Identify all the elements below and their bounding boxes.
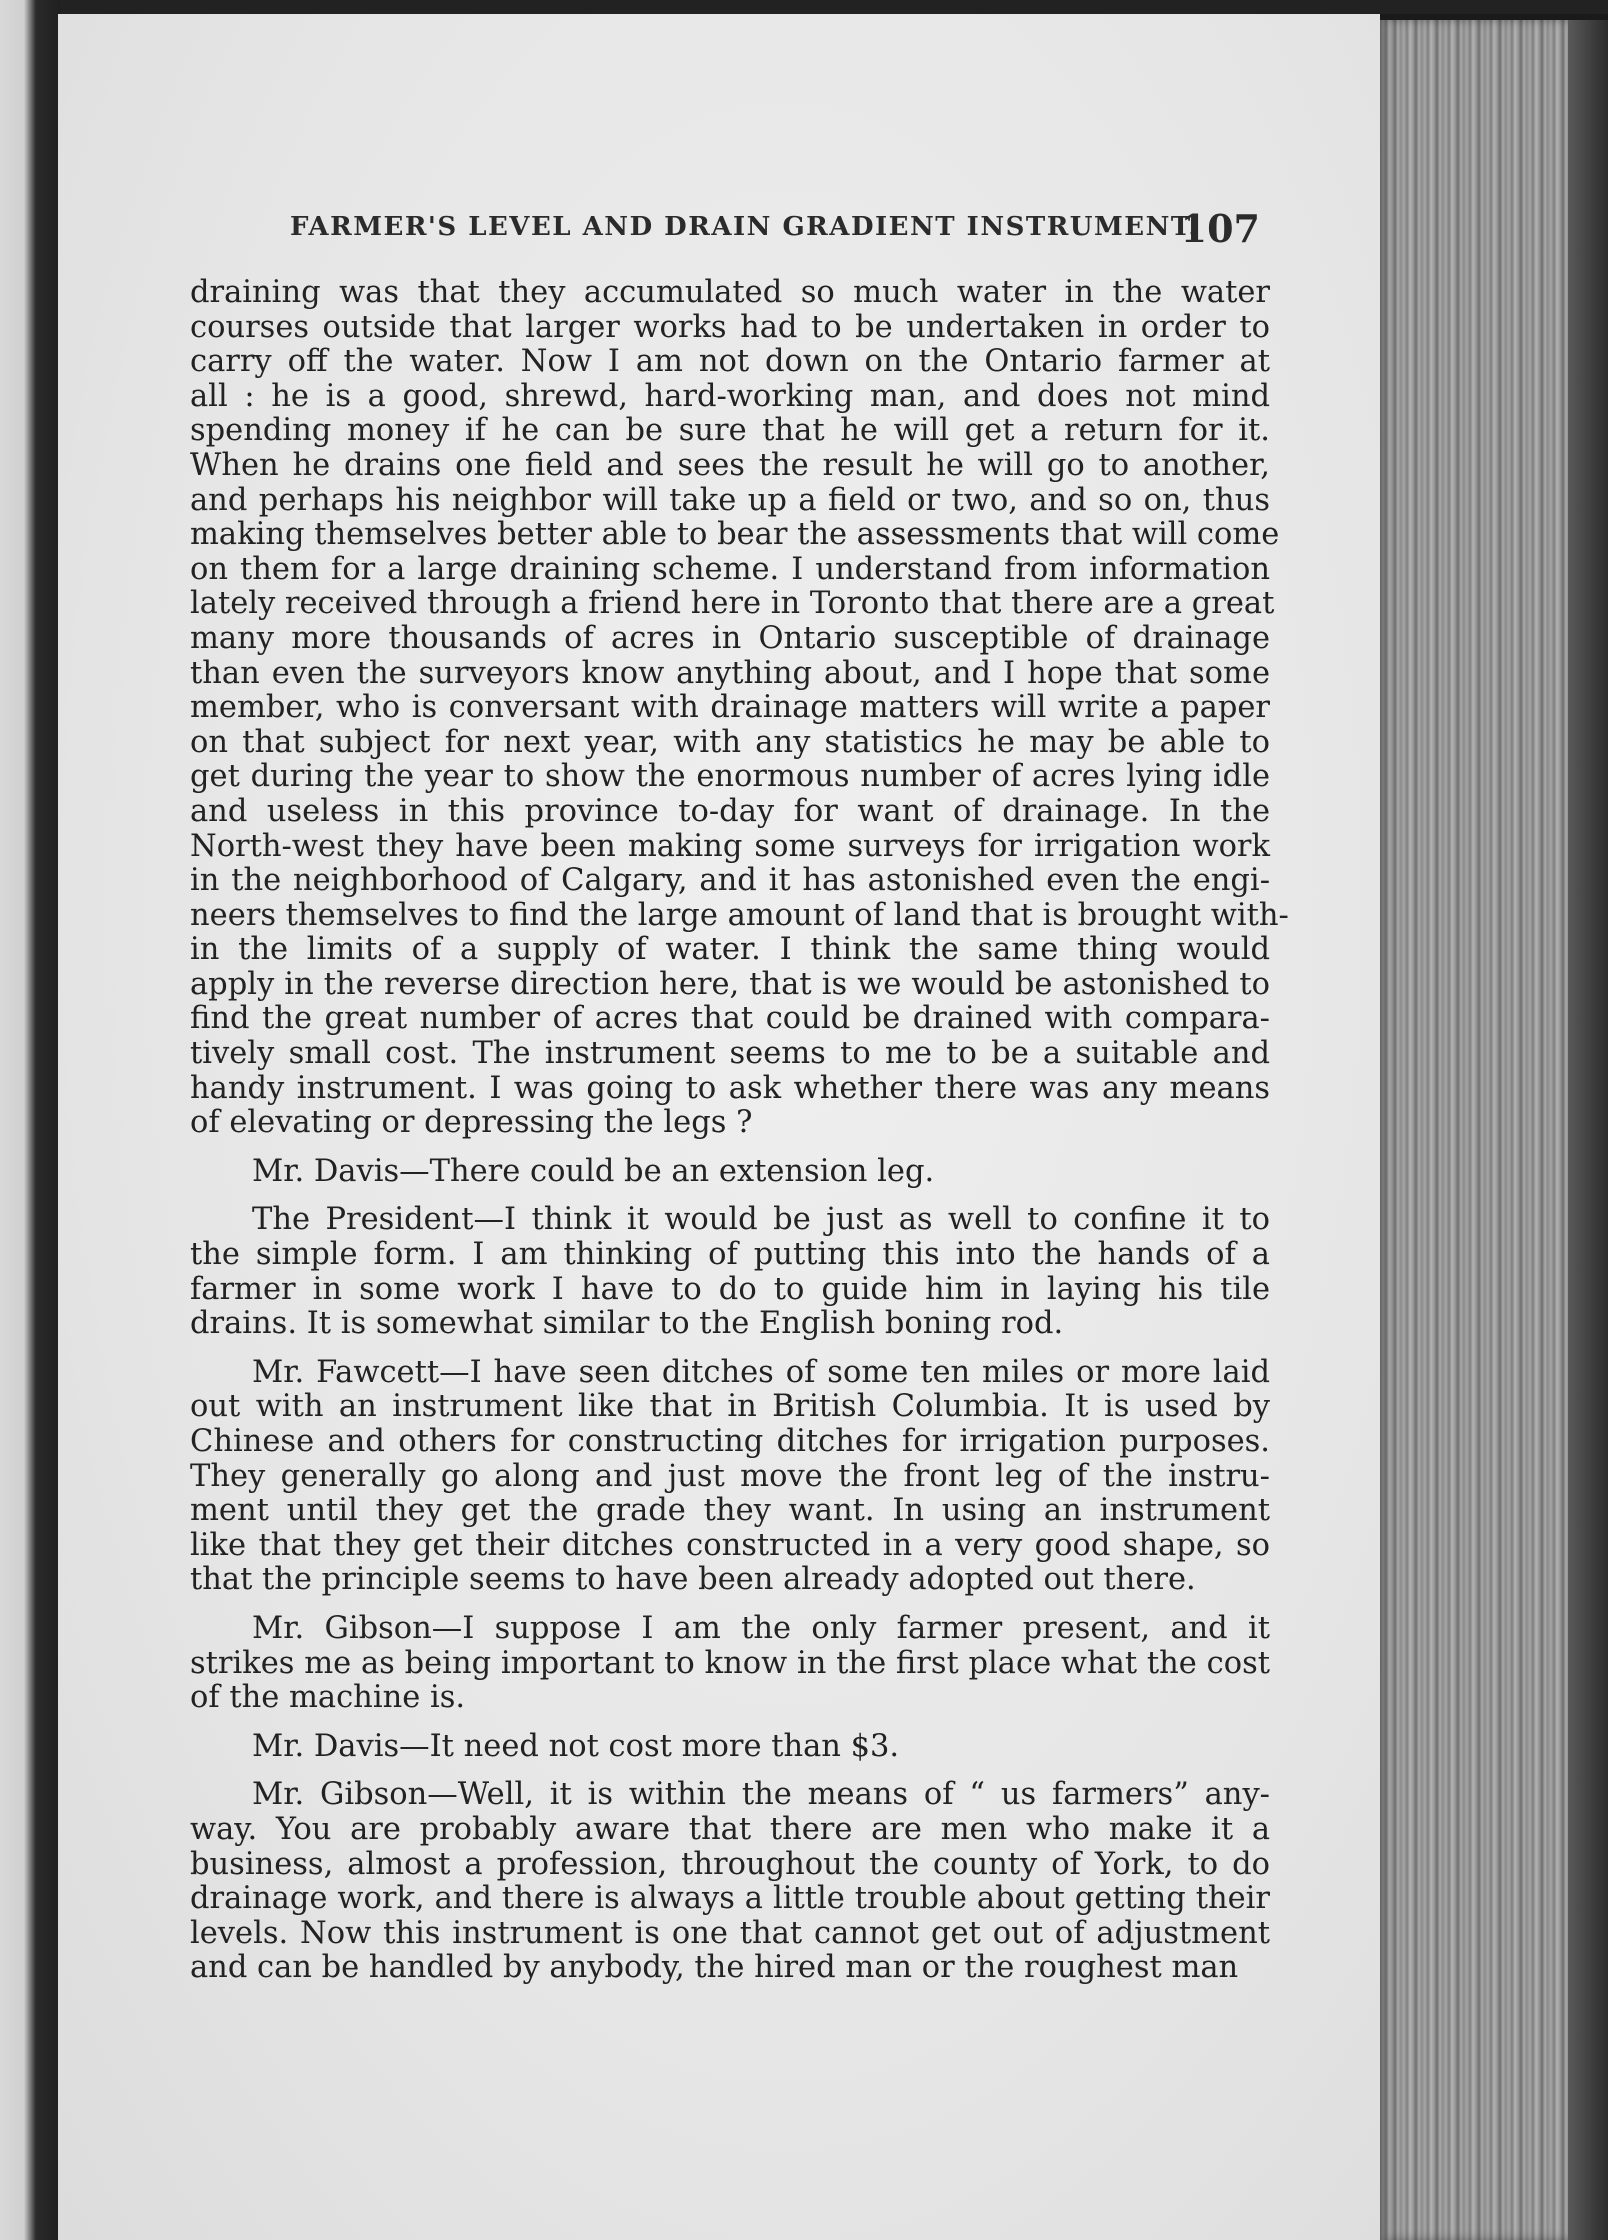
text-line: drains. It is somewhat similar to the English boning rod. (190, 1306, 1064, 1342)
text-line: The President—I think it would be just as well to confine it to (252, 1202, 1270, 1238)
text-line: levels. Now this instrument is one that cannot get out of adjustment (190, 1915, 1270, 1951)
text-line: drainage work, and there is always a little trouble about getting their (190, 1881, 1270, 1917)
paragraph (190, 1778, 1270, 1986)
text-line: of the machine is. (190, 1680, 466, 1716)
text-line: find the great number of acres that could be drained with compara- (190, 1001, 1270, 1037)
text-line: They generally go along and just move the front leg of the instru- (190, 1458, 1270, 1494)
text-line: lately received through a friend here in Toronto that there are a great (190, 586, 1275, 622)
text-line: of elevating or depressing the legs ? (190, 1105, 753, 1141)
top-shadow (0, 0, 1608, 14)
text-line: Mr. Gibson—I suppose I am the only farmer present, and it (252, 1610, 1270, 1646)
text-line: the simple form. I am thinking of putting this into the hands of a (190, 1237, 1270, 1273)
text-line: ment until they get the grade they want. In using an instrument (190, 1493, 1270, 1529)
page-number: 107 (1180, 206, 1260, 251)
paragraph (190, 1356, 1270, 1598)
text-line: Mr. Davis—There could be an extension leg. (252, 1153, 935, 1189)
text-line: draining was that they accumulated so much water in the water (190, 275, 1270, 310)
paragraph (190, 1730, 1270, 1765)
running-title: FARMER'S LEVEL AND DRAIN GRADIENT INSTRUMENT. (290, 212, 1199, 242)
body-text (190, 275, 1289, 1986)
text-line: making themselves better able to bear the assessments that will come (190, 517, 1280, 553)
paragraph (190, 275, 1289, 1141)
paragraph (190, 1155, 1270, 1190)
text-line: apply in the reverse direction here, that is we would be astonished to (190, 966, 1270, 1002)
text-line: North-west they have been making some surveys for irrigation work (190, 828, 1270, 864)
text-line: many more thousands of acres in Ontario susceptible of drainage (190, 620, 1270, 656)
text-line: on them for a large draining scheme. I understand from information (190, 551, 1270, 587)
text-line: all : he is a good, shrewd, hard-working man, and does not mind (190, 378, 1270, 414)
text-line: carry off the water. Now I am not down on the Ontario farmer at (190, 344, 1270, 380)
text-line: neers themselves to find the large amount of land that is brought with- (190, 897, 1289, 933)
text-line: handy instrument. I was going to ask whether there was any means (190, 1070, 1270, 1106)
text-line: strikes me as being important to know in the first place what the cost (190, 1645, 1270, 1681)
text-line: Chinese and others for constructing ditches for irrigation purposes. (190, 1424, 1270, 1459)
text-line: and perhaps his neighbor will take up a field or two, and so on, thus (190, 482, 1270, 518)
text-line: When he drains one field and sees the result he will go to another, (190, 447, 1270, 483)
text-line: tively small cost. The instrument seems to me to be a suitable and (190, 1036, 1270, 1072)
text-line: get during the year to show the enormous number of acres lying idle (190, 759, 1270, 795)
text-line: out with an instrument like that in British Columbia. It is used by (190, 1389, 1270, 1425)
text-line: and can be handled by anybody, the hired man or the roughest man (190, 1950, 1239, 1986)
text-line: Mr. Fawcett—I have seen ditches of some ten miles or more laid (252, 1354, 1270, 1390)
text-line: on that subject for next year, with any statistics he may be able to (190, 724, 1270, 760)
text-line: spending money if he can be sure that he will get a return for it. (190, 413, 1270, 449)
left-page-edge (0, 0, 60, 2240)
text-line: in the limits of a supply of water. I think the same thing would (190, 932, 1270, 968)
running-header (290, 206, 1260, 251)
page-fore-edge (1380, 20, 1608, 2240)
text-line: that the principle seems to have been already adopted out there. (190, 1562, 1196, 1598)
text-line: member, who is conversant with drainage matters will write a paper (190, 690, 1270, 726)
text-line: Mr. Gibson—Well, it is within the means of “ us farmers” any- (252, 1777, 1270, 1813)
text-line: courses outside that larger works had to be undertaken in order to (190, 309, 1270, 345)
text-line: Mr. Davis—It need not cost more than $3. (252, 1728, 900, 1764)
paragraph (190, 1612, 1270, 1716)
paragraph (190, 1203, 1270, 1341)
text-line: than even the surveyors know anything about, and I hope that some (190, 655, 1270, 691)
text-line: like that they get their ditches constructed in a very good shape, so (190, 1527, 1270, 1563)
text-line: farmer in some work I have to do to guide him in laying his tile (190, 1271, 1270, 1307)
text-line: and useless in this province to-day for want of drainage. In the (190, 793, 1270, 829)
text-line: way. You are probably aware that there are men who make it a (190, 1811, 1270, 1847)
text-line: business, almost a profession, throughout the county of York, to do (190, 1846, 1270, 1882)
text-line: in the neighborhood of Calgary, and it has astonished even the engi- (190, 863, 1270, 899)
